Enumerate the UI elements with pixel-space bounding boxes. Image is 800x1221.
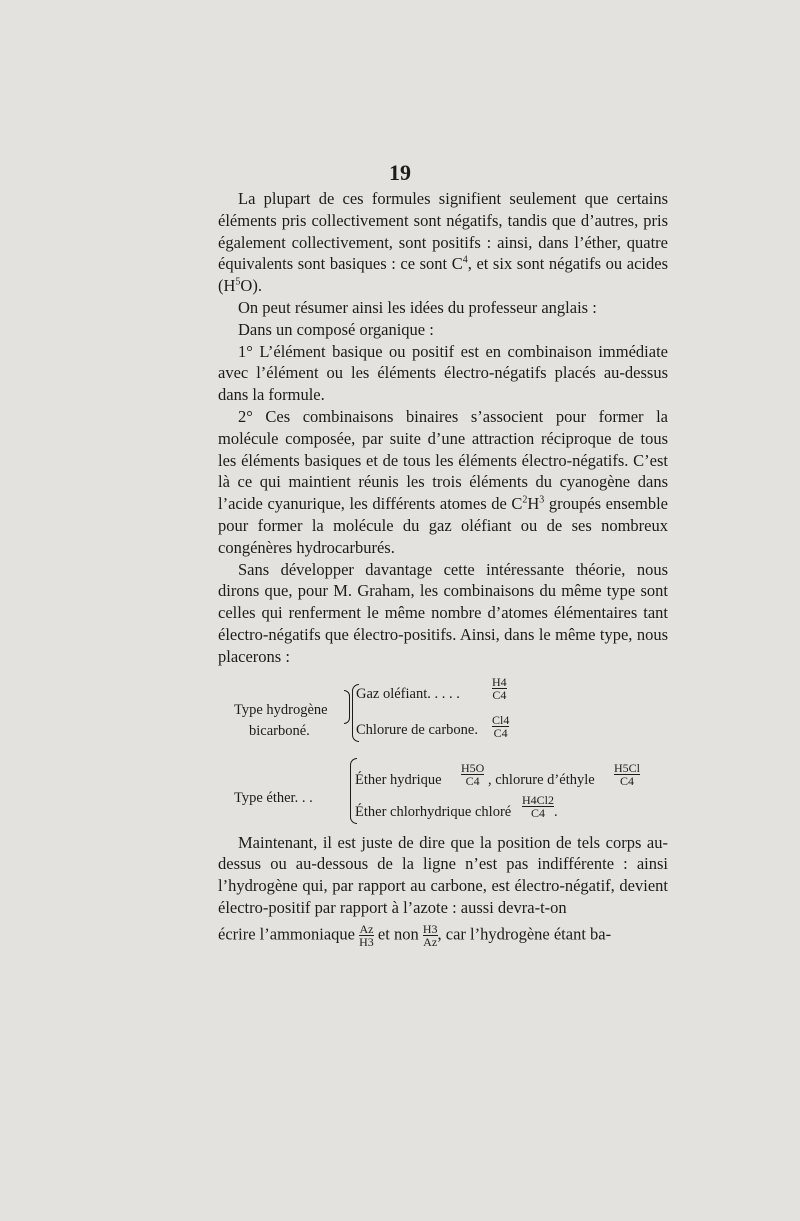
last-line-text-b: et non xyxy=(377,924,419,943)
fraction-denominator: Az xyxy=(423,934,438,949)
type-2-row-2-end: . xyxy=(554,803,558,820)
paragraph-7: Maintenant, il est juste de dire que la position de tels corps au-dessus ou au-dessous de la ligne n’est pas indifférente : ainsi l’hydrogène qui, par rapport au carbone, est électro-négatif, devient électro-positif par rapport à l’azote : aussi devra-t-on xyxy=(218,832,668,917)
fraction-numerator: H4 xyxy=(492,674,507,689)
paragraph-5-end: groupés ensemble pour former la molécule du gaz oléfiant ou de ses nombreux congénères hydrocarburés. xyxy=(218,494,668,557)
last-line-text-a: écrire l’ammoniaque xyxy=(218,924,355,943)
paragraph-2: On peut résumer ainsi les idées du professeur anglais : xyxy=(238,297,597,317)
type-1-label-2: bicarboné. xyxy=(249,722,310,739)
fraction xyxy=(522,794,554,819)
type-2-row-1b: , chlorure d’éthyle xyxy=(488,771,595,788)
fraction xyxy=(461,762,484,787)
fraction-denominator: C4 xyxy=(461,774,484,787)
fraction xyxy=(492,714,509,739)
superscript: 5 xyxy=(235,276,241,288)
fraction-numerator: H5O xyxy=(461,760,485,775)
type-1-label: Type hydrogène xyxy=(234,701,328,718)
paragraph-1-mid: , et six sont négatifs ou acides (H xyxy=(218,254,668,296)
superscript: 2 xyxy=(522,494,528,506)
type-1-row-2: Chlorure de carbone. xyxy=(356,721,478,738)
fraction-numerator: Cl4 xyxy=(492,712,510,727)
type-1-row-1: Gaz oléfiant. . . . . xyxy=(356,685,460,702)
type-2-label: Type éther. . . xyxy=(234,789,313,806)
fraction-numerator: H5Cl xyxy=(614,760,641,775)
page-number: 19 xyxy=(389,160,411,185)
type-2-row-1a: Éther hydrique xyxy=(355,771,442,788)
paragraph-5-text: 2° Ces combinaisons binaires s’associent pour former la molécule composée, par suite d’une attraction réciproque de tous les éléments basiques et de tous les éléments électro-négatifs. C’est là ce qui maintient réunis les trois éléments du cyanogène dans l’acide cyanurique, les différents atomes de C xyxy=(218,406,668,514)
body-text xyxy=(218,188,668,948)
type-table xyxy=(218,676,668,826)
paragraph-4: 1° L’élément basique ou positif est en combinaison immédiate avec l’élément ou les éléments électro-négatifs placés au-dessus dans la formule. xyxy=(218,341,668,405)
fraction xyxy=(423,923,438,948)
paragraph-5 xyxy=(218,406,668,559)
paragraph-1-text: La plupart de ces formules signifient seulement que certains éléments pris collectivement sont négatifs, tandis que d’autres, pris également collectivement, sont positifs : ainsi, dans l’éther, quatre équivalents sont basiques : ce sont C xyxy=(218,189,668,274)
brace xyxy=(344,690,350,724)
fraction-numerator: Az xyxy=(359,921,374,936)
fraction-denominator: C4 xyxy=(493,725,508,740)
paragraph-1-end: O). xyxy=(240,276,262,296)
fraction xyxy=(614,762,640,787)
fraction-denominator: C4 xyxy=(492,687,507,702)
fraction-denominator: H3 xyxy=(359,934,374,949)
last-line xyxy=(218,923,668,948)
superscript: 3 xyxy=(539,494,545,506)
fraction-denominator: C4 xyxy=(614,774,640,787)
fraction-numerator: H3 xyxy=(422,921,438,936)
paragraph-6: Sans développer davantage cette intéressante théorie, nous dirons que, pour M. Graham, les combinaisons du même type sont celles qui renferment le même nombre d’atomes élémentaires tant électro-négatifs que électro-positifs. Ainsi, dans le même type, nous placerons : xyxy=(218,559,668,666)
fraction-numerator: H4Cl2 xyxy=(522,792,555,807)
paragraph-3: Dans un composé organique : xyxy=(238,319,434,339)
fraction xyxy=(359,923,374,948)
last-line-text-c: , car l’hydrogène étant ba- xyxy=(437,924,612,943)
type-2-row-2: Éther chlorhydrique chloré xyxy=(355,803,512,820)
superscript: 4 xyxy=(462,254,468,266)
paragraph-1 xyxy=(218,188,668,297)
fraction xyxy=(492,676,507,701)
element-symbol: H xyxy=(527,494,540,514)
fraction-denominator: C4 xyxy=(522,806,554,819)
